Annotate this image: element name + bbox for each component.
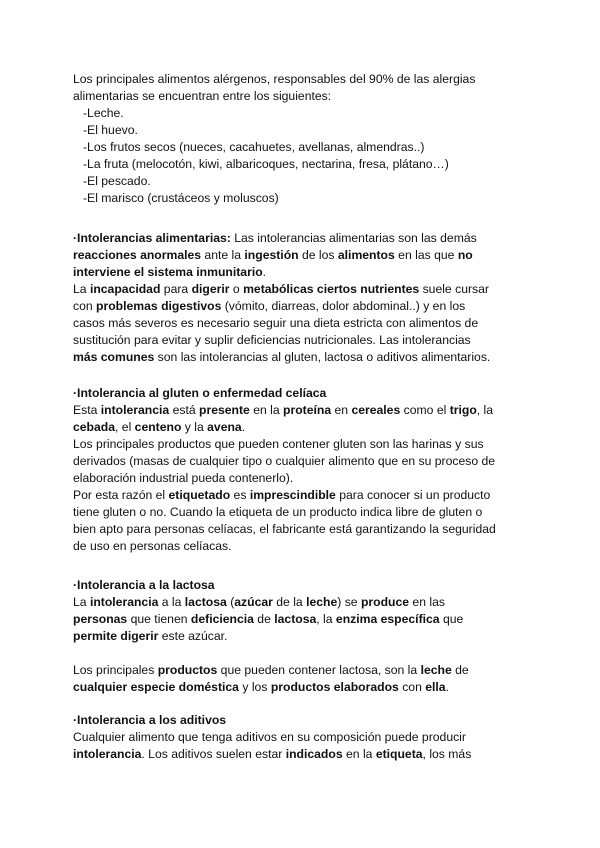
text-run: de bbox=[253, 612, 275, 626]
text-run: en las bbox=[409, 595, 445, 609]
paragraph-line bbox=[73, 487, 490, 504]
text-run: , los más bbox=[422, 747, 472, 761]
paragraph-line bbox=[73, 315, 478, 332]
text-run: de uso en personas celíacas. bbox=[73, 539, 232, 553]
bold-text: ·Intolerancias alimentarias: bbox=[73, 231, 231, 245]
allergen-item: -El marisco (crustáceos y moluscos) bbox=[83, 191, 279, 205]
paragraph-line bbox=[73, 538, 232, 555]
text-run: en la bbox=[249, 403, 284, 417]
text-run: para bbox=[160, 282, 192, 296]
bold-text: ingestión bbox=[244, 248, 299, 262]
bold-text: cereales bbox=[351, 403, 401, 417]
text-run: que tienen bbox=[127, 612, 191, 626]
section-heading-line bbox=[73, 385, 326, 402]
section-heading-line bbox=[73, 577, 215, 594]
bold-text: ·Intolerancia al gluten o enfermedad celíaca bbox=[73, 386, 327, 400]
bold-text: ·Intolerancia a la lactosa bbox=[73, 578, 215, 592]
text-run: para conocer si un producto bbox=[335, 488, 491, 502]
allergen-item: -Leche. bbox=[83, 106, 124, 120]
text-run: en la bbox=[342, 747, 376, 761]
bold-text: reacciones anormales bbox=[73, 248, 202, 262]
text-run: ) se bbox=[337, 595, 361, 609]
text-run: Por esta razón el bbox=[73, 488, 169, 502]
allergen-item: -Los frutos secos (nueces, cacahuetes, avellanas, almendras..) bbox=[83, 140, 425, 154]
text-run: sustitución para evitar y suplir deficiencias nutricionales. Las intolerancias bbox=[73, 333, 471, 347]
text-run: tiene gluten o no. Cuando la etiqueta de un producto indica libre de gluten o bbox=[73, 505, 483, 519]
bold-text: metabólicas ciertos nutrientes bbox=[243, 282, 420, 296]
section-heading-line bbox=[73, 230, 477, 247]
text-run: este azúcar. bbox=[158, 629, 228, 643]
text-run: ante la bbox=[201, 248, 245, 262]
paragraph-line bbox=[73, 453, 495, 470]
paragraph-line bbox=[73, 628, 227, 645]
text-run: Cualquier alimento que tenga aditivos en su composición puede producir bbox=[73, 730, 466, 744]
text-run: o bbox=[229, 282, 244, 296]
text-run: . bbox=[262, 265, 267, 279]
bold-text: etiqueta bbox=[375, 747, 423, 761]
bold-text: intolerancia bbox=[100, 403, 170, 417]
text-run: . bbox=[241, 420, 246, 434]
text-run: es bbox=[230, 488, 250, 502]
text-run: que bbox=[439, 612, 464, 626]
text-run: elaboración industrial pueda contenerlo). bbox=[73, 471, 294, 485]
bold-text: enzima específica bbox=[335, 612, 440, 626]
paragraph-line bbox=[73, 729, 466, 746]
bold-text: más comunes bbox=[73, 350, 155, 364]
text-run: Esta bbox=[73, 403, 101, 417]
text-run: con bbox=[398, 680, 426, 694]
bold-text: centeno bbox=[134, 420, 182, 434]
bold-text: avena bbox=[207, 420, 242, 434]
text-run: de la bbox=[272, 595, 307, 609]
bold-text: deficiencia bbox=[190, 612, 254, 626]
bold-text: lactosa bbox=[184, 595, 227, 609]
paragraph-line bbox=[73, 521, 496, 538]
paragraph-line bbox=[73, 264, 266, 281]
text-run: de bbox=[451, 663, 469, 677]
text-run: casos más severos es necesario seguir una dieta estricta con alimentos de bbox=[73, 316, 479, 330]
paragraph-line bbox=[73, 611, 463, 628]
paragraph-line bbox=[73, 332, 471, 349]
bold-text: personas bbox=[73, 612, 128, 626]
text-run: , el bbox=[115, 420, 135, 434]
paragraph-line bbox=[73, 298, 465, 315]
paragraph-line bbox=[73, 402, 493, 419]
bold-text: ella bbox=[425, 680, 446, 694]
text-run: bien apto para personas celíacas, el fabricante está garantizando la seguridad bbox=[73, 522, 496, 536]
text-run: ( bbox=[226, 595, 235, 609]
text-run: en bbox=[331, 403, 352, 417]
text-run: La bbox=[73, 282, 90, 296]
text-run: . bbox=[445, 680, 449, 694]
paragraph-line bbox=[73, 594, 445, 611]
paragraph-line bbox=[73, 281, 489, 298]
paragraph-line bbox=[73, 349, 490, 366]
intro-line: alimentarias se encuentran entre los siguientes: bbox=[73, 89, 332, 103]
bold-text: alimentos bbox=[337, 248, 395, 262]
bold-text: ·Intolerancia a los aditivos bbox=[73, 713, 227, 727]
bold-text: leche bbox=[306, 595, 338, 609]
paragraph-line bbox=[73, 436, 484, 453]
bold-text: problemas digestivos bbox=[96, 299, 222, 313]
bold-text: indicados bbox=[285, 747, 343, 761]
intro-line: Los principales alimentos alérgenos, responsables del 90% de las alergias bbox=[73, 72, 476, 86]
text-run: con bbox=[73, 299, 97, 313]
bold-text: permite digerir bbox=[73, 629, 159, 643]
paragraph-line bbox=[73, 419, 245, 436]
bold-text: azúcar bbox=[234, 595, 273, 609]
bold-text: leche bbox=[420, 663, 452, 677]
text-run: que pueden contener lactosa, son la bbox=[217, 663, 421, 677]
text-run: . Los aditivos suelen estar bbox=[141, 747, 286, 761]
bold-text: presente bbox=[199, 403, 250, 417]
paragraph-line bbox=[73, 504, 482, 521]
bold-text: interviene el sistema inmunitario bbox=[73, 265, 263, 279]
text-run: a la bbox=[158, 595, 185, 609]
text-run: Los principales productos que pueden contener gluten son las harinas y sus bbox=[73, 437, 484, 451]
section-heading-line bbox=[73, 712, 226, 729]
text-run: suele cursar bbox=[419, 282, 489, 296]
bold-text: etiquetado bbox=[168, 488, 231, 502]
bold-text: productos elaborados bbox=[270, 680, 399, 694]
allergen-item: -El huevo. bbox=[83, 123, 138, 137]
text-run: en las que bbox=[394, 248, 458, 262]
bold-text: produce bbox=[360, 595, 410, 609]
text-run: derivados (masas de cualquier tipo o cualquier alimento que en su proceso de bbox=[73, 454, 496, 468]
paragraph-line bbox=[73, 746, 471, 763]
bold-text: intolerancia bbox=[89, 595, 159, 609]
text-run: de los bbox=[298, 248, 338, 262]
bold-text: no bbox=[457, 248, 473, 262]
text-run: está bbox=[169, 403, 199, 417]
text-run: La bbox=[73, 595, 90, 609]
bold-text: lactosa bbox=[274, 612, 317, 626]
bold-text: incapacidad bbox=[89, 282, 161, 296]
bold-text: intolerancia bbox=[73, 747, 142, 761]
paragraph-line bbox=[73, 247, 473, 264]
paragraph-line bbox=[73, 470, 293, 487]
bold-text: cualquier especie doméstica bbox=[73, 680, 239, 694]
bold-text: digerir bbox=[191, 282, 230, 296]
text-run: , la bbox=[476, 403, 494, 417]
text-run: Las intolerancias alimentarias son las demás bbox=[230, 231, 477, 245]
paragraph-line bbox=[73, 679, 449, 696]
bold-text: trigo bbox=[449, 403, 477, 417]
text-run: (vómito, diarreas, dolor abdominal..) y en los bbox=[221, 299, 466, 313]
text-run: como el bbox=[400, 403, 450, 417]
text-run: y la bbox=[181, 420, 208, 434]
allergen-item: -El pescado. bbox=[83, 174, 151, 188]
text-run: y los bbox=[238, 680, 271, 694]
text-run: Los principales bbox=[73, 663, 158, 677]
paragraph-line bbox=[73, 662, 469, 679]
bold-text: proteína bbox=[283, 403, 332, 417]
bold-text: productos bbox=[157, 663, 218, 677]
text-run: son las intolerancias al gluten, lactosa o aditivos alimentarios. bbox=[154, 350, 491, 364]
allergen-item: -La fruta (melocotón, kiwi, albaricoques, nectarina, fresa, plátano…) bbox=[83, 157, 449, 171]
bold-text: cebada bbox=[73, 420, 116, 434]
text-run: , la bbox=[316, 612, 336, 626]
bold-text: imprescindible bbox=[249, 488, 336, 502]
